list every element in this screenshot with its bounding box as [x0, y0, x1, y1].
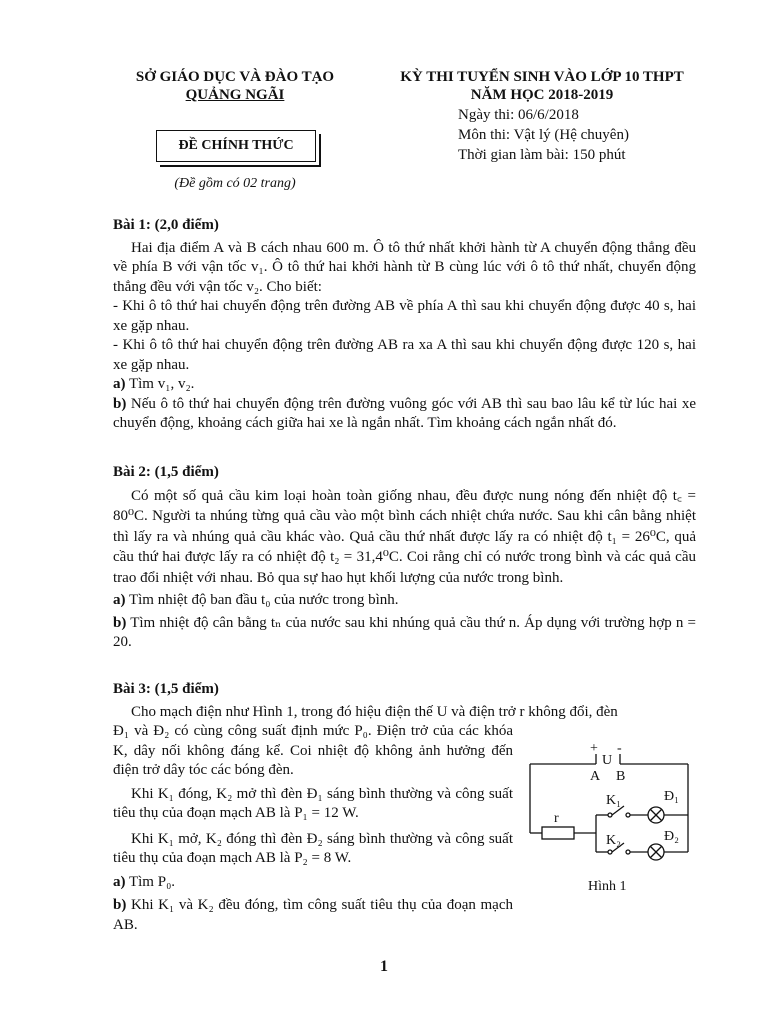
problem-1-title: Bài 1: (2,0 điểm) — [113, 217, 219, 233]
exam-date: Ngày thi: 06/6/2018 — [458, 107, 579, 123]
switch-k1-contact-2 — [626, 813, 630, 817]
switch-k2-contact-2 — [626, 850, 630, 854]
problem-3-question-a: a) Tìm P₀. — [113, 873, 176, 890]
problem-3-text-column — [113, 722, 513, 935]
problem-2-question-a: a) Tìm nhiệt độ ban đầu t₀ của nước trong bình. — [113, 592, 399, 608]
resistor-label: r — [554, 811, 559, 826]
problem-3-case-2: Khi K₁ mở, K₂ đóng thì đèn Đ₂ sáng bình thường và công suất tiêu thụ của đoạn mạch AB là P₂ = 8 W. — [113, 830, 513, 866]
problem-3-question-b: b) Khi K₁ và K₂ đều đóng, tìm công suất tiêu thụ của đoạn mạch AB. — [113, 897, 513, 933]
plus-sign: + — [590, 741, 598, 756]
page-number: 1 — [380, 958, 388, 975]
switch-k2-contact-1 — [608, 850, 612, 854]
department-header — [100, 68, 370, 104]
exam-duration: Thời gian làm bài: 150 phút — [458, 147, 626, 163]
problem-2-title: Bài 2: (1,5 điểm) — [113, 464, 219, 480]
province-name: QUẢNG NGÃI — [185, 87, 285, 103]
switch-k1-label: K₁ — [606, 793, 621, 808]
official-exam-box: ĐỀ CHÍNH THỨC — [156, 130, 316, 162]
problem-2-intro: Có một số quả cầu kim loại hoàn toàn giống nhau, đều được nung nóng đến nhiệt độ t꜀ = 80⁰C. Người ta nhúng từng quả cầu vào một bình cách nhiệt chứa nước. Sau khi cân bằng nhiệt thì lấy ra và nhúng quả cầu khác vào. Quả cầu thứ nhất được lấy ra có nhiệt độ t₁ = 26⁰C, quả cầu thứ hai được lấy ra có nhiệt độ t₂ = 31,4⁰C. Coi rằng chỉ có nước trong bình và các quả cầu trao đổi nhiệt với nhau. Bỏ qua sự hao hụt khối lượng của nước trong bình. — [113, 487, 696, 586]
problem-2-question-b: b) Tìm nhiệt độ cân bằng tₙ của nước sau khi nhúng quả cầu thứ n. Áp dụng với trường hợp n = 20. — [113, 614, 696, 650]
problem-1-question-b: b) Nếu ô tô thứ hai chuyển động trên đường vuông góc với AB thì sau bao lâu kể từ lúc hai xe chuyển động, khoảng cách giữa hai xe là ngắn nhất. Tìm khoảng cách ngắn nhất đó. — [113, 395, 696, 431]
switch-k1-contact-1 — [608, 813, 612, 817]
figure-caption: Hình 1 — [588, 879, 627, 894]
problem-3-intro-rest: Đ₁ và Đ₂ có cùng công suất định mức P₀. Điện trở của các khóa K, dây nối không đáng kể. Coi nhiệt độ không ảnh hưởng đến điện trở dây tóc các bóng đèn. — [113, 723, 513, 778]
terminal-a-label: A — [590, 769, 601, 784]
department-name: SỞ GIÁO DỤC VÀ ĐÀO TẠO — [135, 69, 335, 85]
problem-3-title: Bài 3: (1,5 điểm) — [113, 681, 219, 697]
exam-title: KỲ THI TUYỂN SINH VÀO LỚP 10 THPT — [400, 69, 684, 85]
problem-1-question-a: a) Tìm v₁, v₂. — [113, 376, 195, 392]
exam-meta — [458, 105, 629, 165]
switch-k2-label: K₂ — [606, 833, 621, 848]
problem-3 — [113, 680, 696, 722]
problem-2 — [113, 463, 696, 653]
minus-sign: - — [617, 741, 622, 756]
problem-1-intro: Hai địa điểm A và B cách nhau 600 m. Ô tô thứ nhất khởi hành từ A chuyển động thẳng đều về phía B với vận tốc v₁. Ô tô thứ hai khởi hành từ B cùng lúc với ô tô thứ nhất, chuyển động thẳng đều với vận tốc v₂. Cho biết: — [113, 239, 696, 295]
circuit-diagram — [520, 738, 710, 898]
problem-3-case-1: Khi K₁ đóng, K₂ mở thì đèn Đ₁ sáng bình thường và công suất tiêu thụ của đoạn mạch AB là P₁ = 12 W. — [113, 785, 513, 821]
lamp-d1-label: Đ₁ — [664, 789, 679, 804]
school-year: NĂM HỌC 2018-2019 — [470, 87, 614, 103]
exam-header — [372, 68, 712, 104]
problem-1-condition-2: - Khi ô tô thứ hai chuyển động trên đường AB ra xa A thì sau khi chuyển động được 120 s, hai xe gặp nhau. — [113, 337, 696, 373]
page-count-note: (Đề gồm có 02 trang) — [174, 176, 296, 191]
problem-1-condition-1: - Khi ô tô thứ hai chuyển động trên đường AB về phía A thì sau khi chuyển động được 40 s, hai xe gặp nhau. — [113, 298, 696, 334]
exam-subject: Môn thi: Vật lý (Hệ chuyên) — [458, 127, 629, 143]
terminal-b-label: B — [616, 769, 626, 784]
voltage-label-u: U — [602, 753, 613, 768]
problem-1 — [113, 216, 696, 434]
problem-3-intro-line: Cho mạch điện như Hình 1, trong đó hiệu điện thế U và điện trở r không đổi, đèn — [131, 703, 618, 720]
lamp-d2-label: Đ₂ — [664, 829, 679, 844]
resistor-r — [542, 827, 574, 839]
